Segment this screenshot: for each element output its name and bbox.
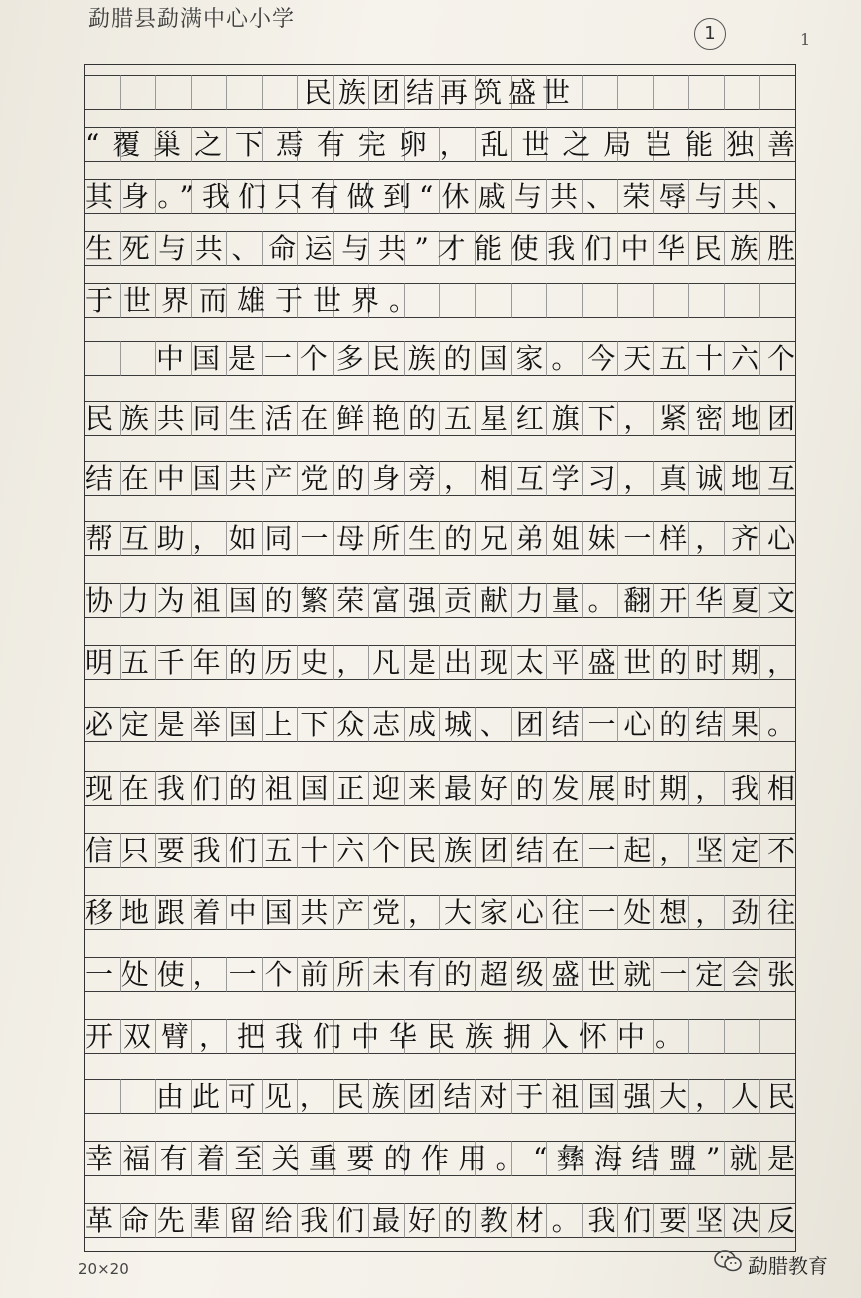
- essay-line: 结在中国共产党的身旁，相互学习，真诚地互: [85, 462, 795, 495]
- grid-row: [85, 583, 795, 618]
- essay-line: 生死与共、命运与共”才能使我们中华民族胜: [85, 232, 795, 265]
- essay-line: 由此可见，民族团结对于祖国强大，人民: [156, 1080, 795, 1113]
- grid-row: [85, 957, 795, 992]
- grid-row: [85, 521, 795, 556]
- essay-line: 中国是一个多民族的国家。今天五十六个: [156, 342, 795, 375]
- grid-row: [85, 461, 795, 496]
- grid-row: [85, 127, 795, 162]
- manuscript-grid: [84, 64, 796, 1252]
- essay-line: 于世界而雄于世界。: [85, 284, 428, 317]
- essay-line: 协力为祖国的繁荣富强贡献力量。翻开华夏文: [85, 584, 795, 617]
- essay-line: 移地跟着中国共产党，大家心往一处想，劲往: [85, 896, 795, 929]
- essay-line: “覆巢之下焉有完卵，乱世之局岂能独善: [85, 128, 795, 161]
- essay-line: 开双臂，把我们中华民族拥入怀中。: [85, 1020, 694, 1053]
- essay-line: 现在我们的祖国正迎来最好的发展时期，我相: [85, 772, 795, 805]
- essay-line: 信只要我们五十六个民族团结在一起，坚定不: [85, 834, 795, 867]
- grid-size-label: 20×20: [78, 1260, 129, 1278]
- essay-title: 民族团结再筑盛世: [303, 76, 576, 109]
- page-number: 1: [694, 18, 726, 50]
- grid-row: [85, 895, 795, 930]
- watermark-text: 勐腊教育: [748, 1254, 828, 1278]
- grid-row: [85, 1141, 795, 1176]
- grid-row: [85, 341, 795, 376]
- essay-line: 幸福有着至关重要的作用。“彝海结盟”就是: [85, 1142, 795, 1175]
- grid-row: [85, 1079, 795, 1114]
- grid-row: [85, 1203, 795, 1238]
- essay-line: 其身。”我们只有做到“休戚与共、荣辱与共、: [85, 180, 795, 213]
- wechat-icon: [714, 1250, 742, 1272]
- essay-line: 必定是举国上下众志成城、团结一心的结果。: [85, 708, 795, 741]
- grid-row: [85, 231, 795, 266]
- grid-row: [85, 833, 795, 868]
- essay-line: 帮互助，如同一母所生的兄弟姐妹一样，齐心: [85, 522, 795, 555]
- grid-row: [85, 707, 795, 742]
- essay-line: 民族共同生活在鲜艳的五星红旗下，紧密地团: [85, 402, 795, 435]
- grid-row: [85, 401, 795, 436]
- grid-row: [85, 179, 795, 214]
- grid-row: [85, 283, 795, 318]
- essay-line: 明五千年的历史，凡是出现太平盛世的时期，: [85, 646, 795, 679]
- grid-row: [85, 1019, 795, 1054]
- grid-row: [85, 771, 795, 806]
- grid-row-title: [85, 75, 795, 110]
- essay-line: 一处使，一个前所未有的超级盛世就一定会张: [85, 958, 795, 991]
- essay-line: 革命先辈留给我们最好的教材。我们要坚决反: [85, 1204, 795, 1237]
- edge-mark: 1: [800, 30, 811, 49]
- grid-row: [85, 645, 795, 680]
- school-header: 勐腊县勐满中心小学: [88, 7, 296, 32]
